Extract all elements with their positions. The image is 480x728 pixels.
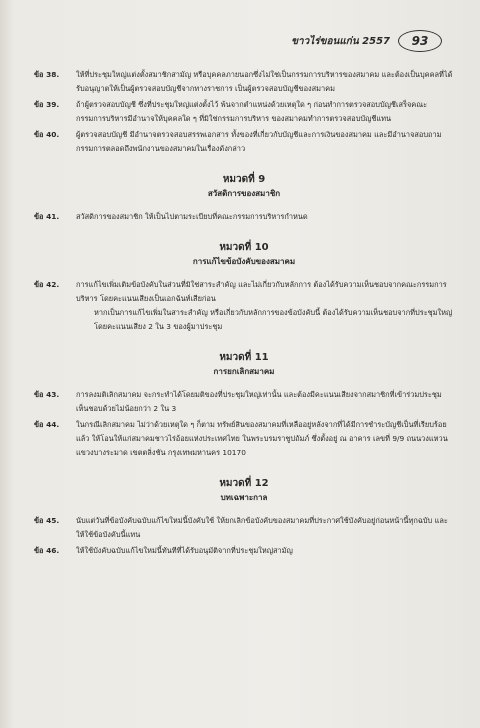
- article: [34, 98, 454, 126]
- chapter-heading: [34, 172, 454, 200]
- page-header: [291, 30, 442, 52]
- article-number: ข้อ 46.: [34, 546, 60, 555]
- article-number: ข้อ 40.: [34, 130, 60, 139]
- article-text: [76, 418, 454, 460]
- article-text: [76, 544, 454, 558]
- chapter-heading: [34, 350, 454, 378]
- article-number: ข้อ 45.: [34, 516, 60, 525]
- article: [34, 278, 454, 334]
- chapter-title: การยกเลิกสมาคม: [213, 367, 275, 376]
- article: [34, 128, 454, 156]
- article-number: ข้อ 42.: [34, 280, 60, 289]
- article-text: [76, 210, 454, 224]
- article: [34, 544, 454, 558]
- article-text: [76, 514, 454, 542]
- article-number: ข้อ 38.: [34, 70, 60, 79]
- article: [34, 388, 454, 416]
- article-number: ข้อ 39.: [34, 100, 60, 109]
- chapter-number: หมวดที่ 11: [219, 352, 269, 363]
- article-text: [76, 98, 454, 126]
- chapter-number: หมวดที่ 10: [219, 242, 269, 253]
- article: [34, 210, 454, 224]
- article-text: [76, 128, 454, 156]
- article-paragraph: การลงมติเลิกสมาคม จะกระทำได้โดยมติของที่ประชุมใหญ่เท่านั้น และต้องมีคะแนนเสียงจากสมาชิกที่เข้าร่วมประชุมเห็นชอบด้วยไม่น้อยกว่า 2 ใน 3: [76, 390, 442, 413]
- article: [34, 68, 454, 96]
- article-text: [76, 278, 454, 334]
- document-body: [34, 68, 454, 560]
- article-paragraph: นับแต่วันที่ข้อบังคับฉบับแก้ไขใหม่นี้บังคับใช้ ให้ยกเลิกข้อบังคับของสมาคมที่ประกาศใช้บังคับอยู่ก่อนหน้านี้ทุกฉบับ และให้ใช้ข้อบังคับนี้แทน: [76, 516, 448, 539]
- article-text: [76, 388, 454, 416]
- article-text: [76, 68, 454, 96]
- article-number: ข้อ 41.: [34, 212, 60, 221]
- article-paragraph: ให้ใช้บังคับฉบับแก้ไขใหม่นี้ทันทีที่ได้รับอนุมัติจากที่ประชุมใหญ่สามัญ: [76, 546, 293, 555]
- chapter-number: หมวดที่ 9: [222, 174, 266, 185]
- chapter-title: การแก้ไขข้อบังคับของสมาคม: [192, 257, 296, 266]
- article: [34, 418, 454, 460]
- article-paragraph: หากเป็นการแก้ไขเพิ่มในสาระสำคัญ หรือเกี่ยวกับหลักการของข้อบังคับนี้ ต้องได้รับความเห็นชอบจากที่ประชุมใหญ่ โดยคะแนนเสียง 2 ใน 3 ของผู้มาประชุม: [94, 308, 453, 331]
- chapter-number: หมวดที่ 12: [219, 478, 269, 489]
- article: [34, 514, 454, 542]
- page-number: 93: [398, 30, 442, 52]
- chapter-title: บทเฉพาะกาล: [220, 493, 268, 502]
- article-paragraph: ให้ที่ประชุมใหญ่แต่งตั้งสมาชิกสามัญ หรือบุคคลภายนอกซึ่งไม่ใช่เป็นกรรมการบริหารของสมาคม และต้องเป็นบุคคลที่ได้รับอนุญาตให้เป็นผู้ตรวจสอบบัญชีจากทางราชการ เป็นผู้ตรวจสอบบัญชีของสมาคม: [76, 70, 453, 93]
- article-paragraph: ผู้ตรวจสอบบัญชี มีอำนาจตรวจสอบสรรพเอกสาร ทั้งของที่เกี่ยวกับบัญชีและการเงินของสมาคม และมีอำนาจสอบถามกรรมการตลอดถึงพนักงานของสมาคมในเรื่องดังกล่าว: [76, 130, 442, 153]
- article-paragraph: ในกรณีเลิกสมาคม ไม่ว่าด้วยเหตุใด ๆ ก็ตาม ทรัพย์สินของสมาคมที่เหลืออยู่หลังจากที่ได้มีการชำระบัญชีเป็นที่เรียบร้อยแล้ว ให้โอนให้แก่สมาคมชาวไร่อ้อยแห่งประเทศไทย ในพระบรมราชูปถัมภ์ ซึ่งตั้งอยู่ ณ อาคาร เลขที่ 9/9 ถนนวงแหวนแขวงบางระมาด เขตตลิ่งชัน กรุงเทพมหานคร 10170: [76, 420, 448, 457]
- chapter-title: สวัสดิการของสมาชิก: [207, 189, 281, 198]
- article-number: ข้อ 44.: [34, 420, 60, 429]
- article-number: ข้อ 43.: [34, 390, 60, 399]
- article-paragraph: การแก้ไขเพิ่มเติมข้อบังคับในส่วนที่มิใช่สาระสำคัญ และไม่เกี่ยวกับหลักการ ต้องได้รับความเห็นชอบจากคณะกรรมการบริหาร โดยคะแนนเสียงเป็นเอกฉันท์เสียก่อน: [76, 280, 447, 303]
- article-paragraph: สวัสดิการของสมาชิก ให้เป็นไปตามระเบียบที่คณะกรรมการบริหารกำหนด: [76, 212, 308, 221]
- chapter-heading: [34, 476, 454, 504]
- publication-title: ขาวไร่ขอนแก่น 2557: [291, 35, 390, 47]
- article-paragraph: ถ้าผู้ตรวจสอบบัญชี ซึ่งที่ประชุมใหญ่แต่งตั้งไว้ พ้นจากตำแหน่งด้วยเหตุใด ๆ ก่อนทำการตรวจสอบบัญชีเสร็จคณะกรรมการบริหารมีอำนาจให้บุคคลใด ๆ ที่มิใช่กรรมการบริหาร ของสมาคมทำการตรวจสอบบัญชีแทน: [76, 100, 428, 123]
- chapter-heading: [34, 240, 454, 268]
